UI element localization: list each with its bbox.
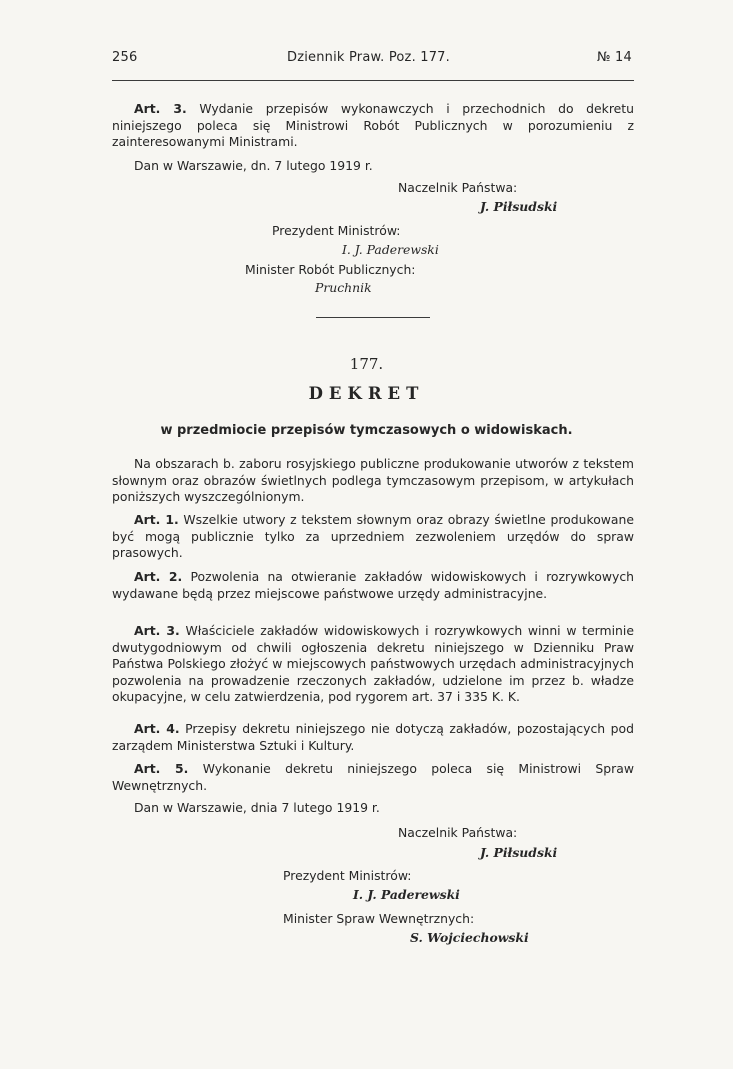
article-text: Wszelkie utwory z tekstem słownym oraz obrazy świetlne produkowane być mogą publicznie tylko za uprzedniem zezwoleniem urzędów do spraw prasowych. — [112, 512, 634, 561]
article-label: Art. 2. — [134, 569, 183, 584]
previous-head-of-state-signature: J. Piłsudski — [480, 199, 558, 214]
previous-minister-title: Minister Robót Publicznych: — [245, 262, 416, 277]
previous-art3 — [112, 101, 634, 151]
journal-title: Dziennik Praw. Poz. 177. — [287, 50, 450, 65]
article-4 — [112, 721, 634, 754]
issue-number: № 14 — [597, 50, 632, 65]
minister-title: Minister Spraw Wewnętrznych: — [283, 911, 475, 926]
pm-signature: I. J. Paderewski — [353, 887, 460, 902]
decree-title: DEKRET — [308, 384, 425, 403]
article-label: Art. 3. — [134, 101, 187, 116]
article-label: Art. 3. — [134, 623, 180, 638]
article-text: Wykonanie dekretu niniejszego poleca się Ministrowi Spraw Wewnętrznych. — [112, 761, 634, 793]
previous-minister-signature: Pruchnik — [315, 280, 372, 295]
article-3 — [112, 623, 634, 706]
previous-pm-title: Prezydent Ministrów: — [272, 223, 401, 238]
article-1 — [112, 512, 634, 562]
minister-signature: S. Wojciechowski — [410, 930, 529, 945]
article-label: Art. 4. — [134, 721, 180, 736]
decree-number: 177. — [349, 355, 384, 373]
previous-date: Dan w Warszawie, dn. 7 lutego 1919 r. — [134, 158, 373, 173]
previous-head-of-state-title: Naczelnik Państwa: — [398, 180, 518, 195]
page-number: 256 — [112, 50, 138, 65]
article-5 — [112, 761, 634, 794]
preamble-text: Na obszarach b. zaboru rosyjskiego publiczne produkowanie utworów z tekstem słownym oraz obrazów świetlnych podlega tymczasowym przepisom, w artykułach poniższych wyszczególnionym. — [112, 456, 634, 505]
article-label: Art. 5. — [134, 761, 189, 776]
head-of-state-signature: J. Piłsudski — [480, 845, 558, 860]
decree-subtitle: w przedmiocie przepisów tymczasowych o widowiskach. — [160, 423, 573, 438]
header-divider — [112, 80, 634, 81]
pm-title: Prezydent Ministrów: — [283, 868, 412, 883]
article-label: Art. 1. — [134, 512, 179, 527]
article-text: Pozwolenia na otwieranie zakładów widowiskowych i rozrywkowych wydawane będą przez miejscowe państwowe urzędy administracyjne. — [112, 569, 634, 601]
decree-preamble — [112, 456, 634, 506]
article-text: Właściciele zakładów widowiskowych i rozrywkowych winni w terminie dwutygodniowym od chwili ogłoszenia dekretu niniejszego w Dzienniku Praw Państwa Polskiego złożyć w miejscowych państwowych urzędach administracyjnych pozwolenia na prowadzenie rzeczonych zakładów, udzielone im przez b. władze okupacyjne, w celu zatwierdzenia, pod rygorem art. 37 i 335 K. K. — [112, 623, 634, 705]
head-of-state-title: Naczelnik Państwa: — [398, 825, 518, 840]
article-2 — [112, 569, 634, 602]
previous-pm-signature: I. J. Paderewski — [342, 242, 439, 257]
decree-date: Dan w Warszawie, dnia 7 lutego 1919 r. — [134, 800, 380, 815]
running-header — [112, 50, 632, 70]
article-text: Wydanie przepisów wykonawczych i przechodnich do dekretu niniejszego poleca się Ministrowi Robót Publicznych w porozumieniu z zainteresowanymi Ministrami. — [112, 101, 634, 150]
section-divider — [316, 317, 430, 318]
article-text: Przepisy dekretu niniejszego nie dotyczą zakładów, pozostających pod zarządem Ministerstwa Sztuki i Kultury. — [112, 721, 634, 753]
